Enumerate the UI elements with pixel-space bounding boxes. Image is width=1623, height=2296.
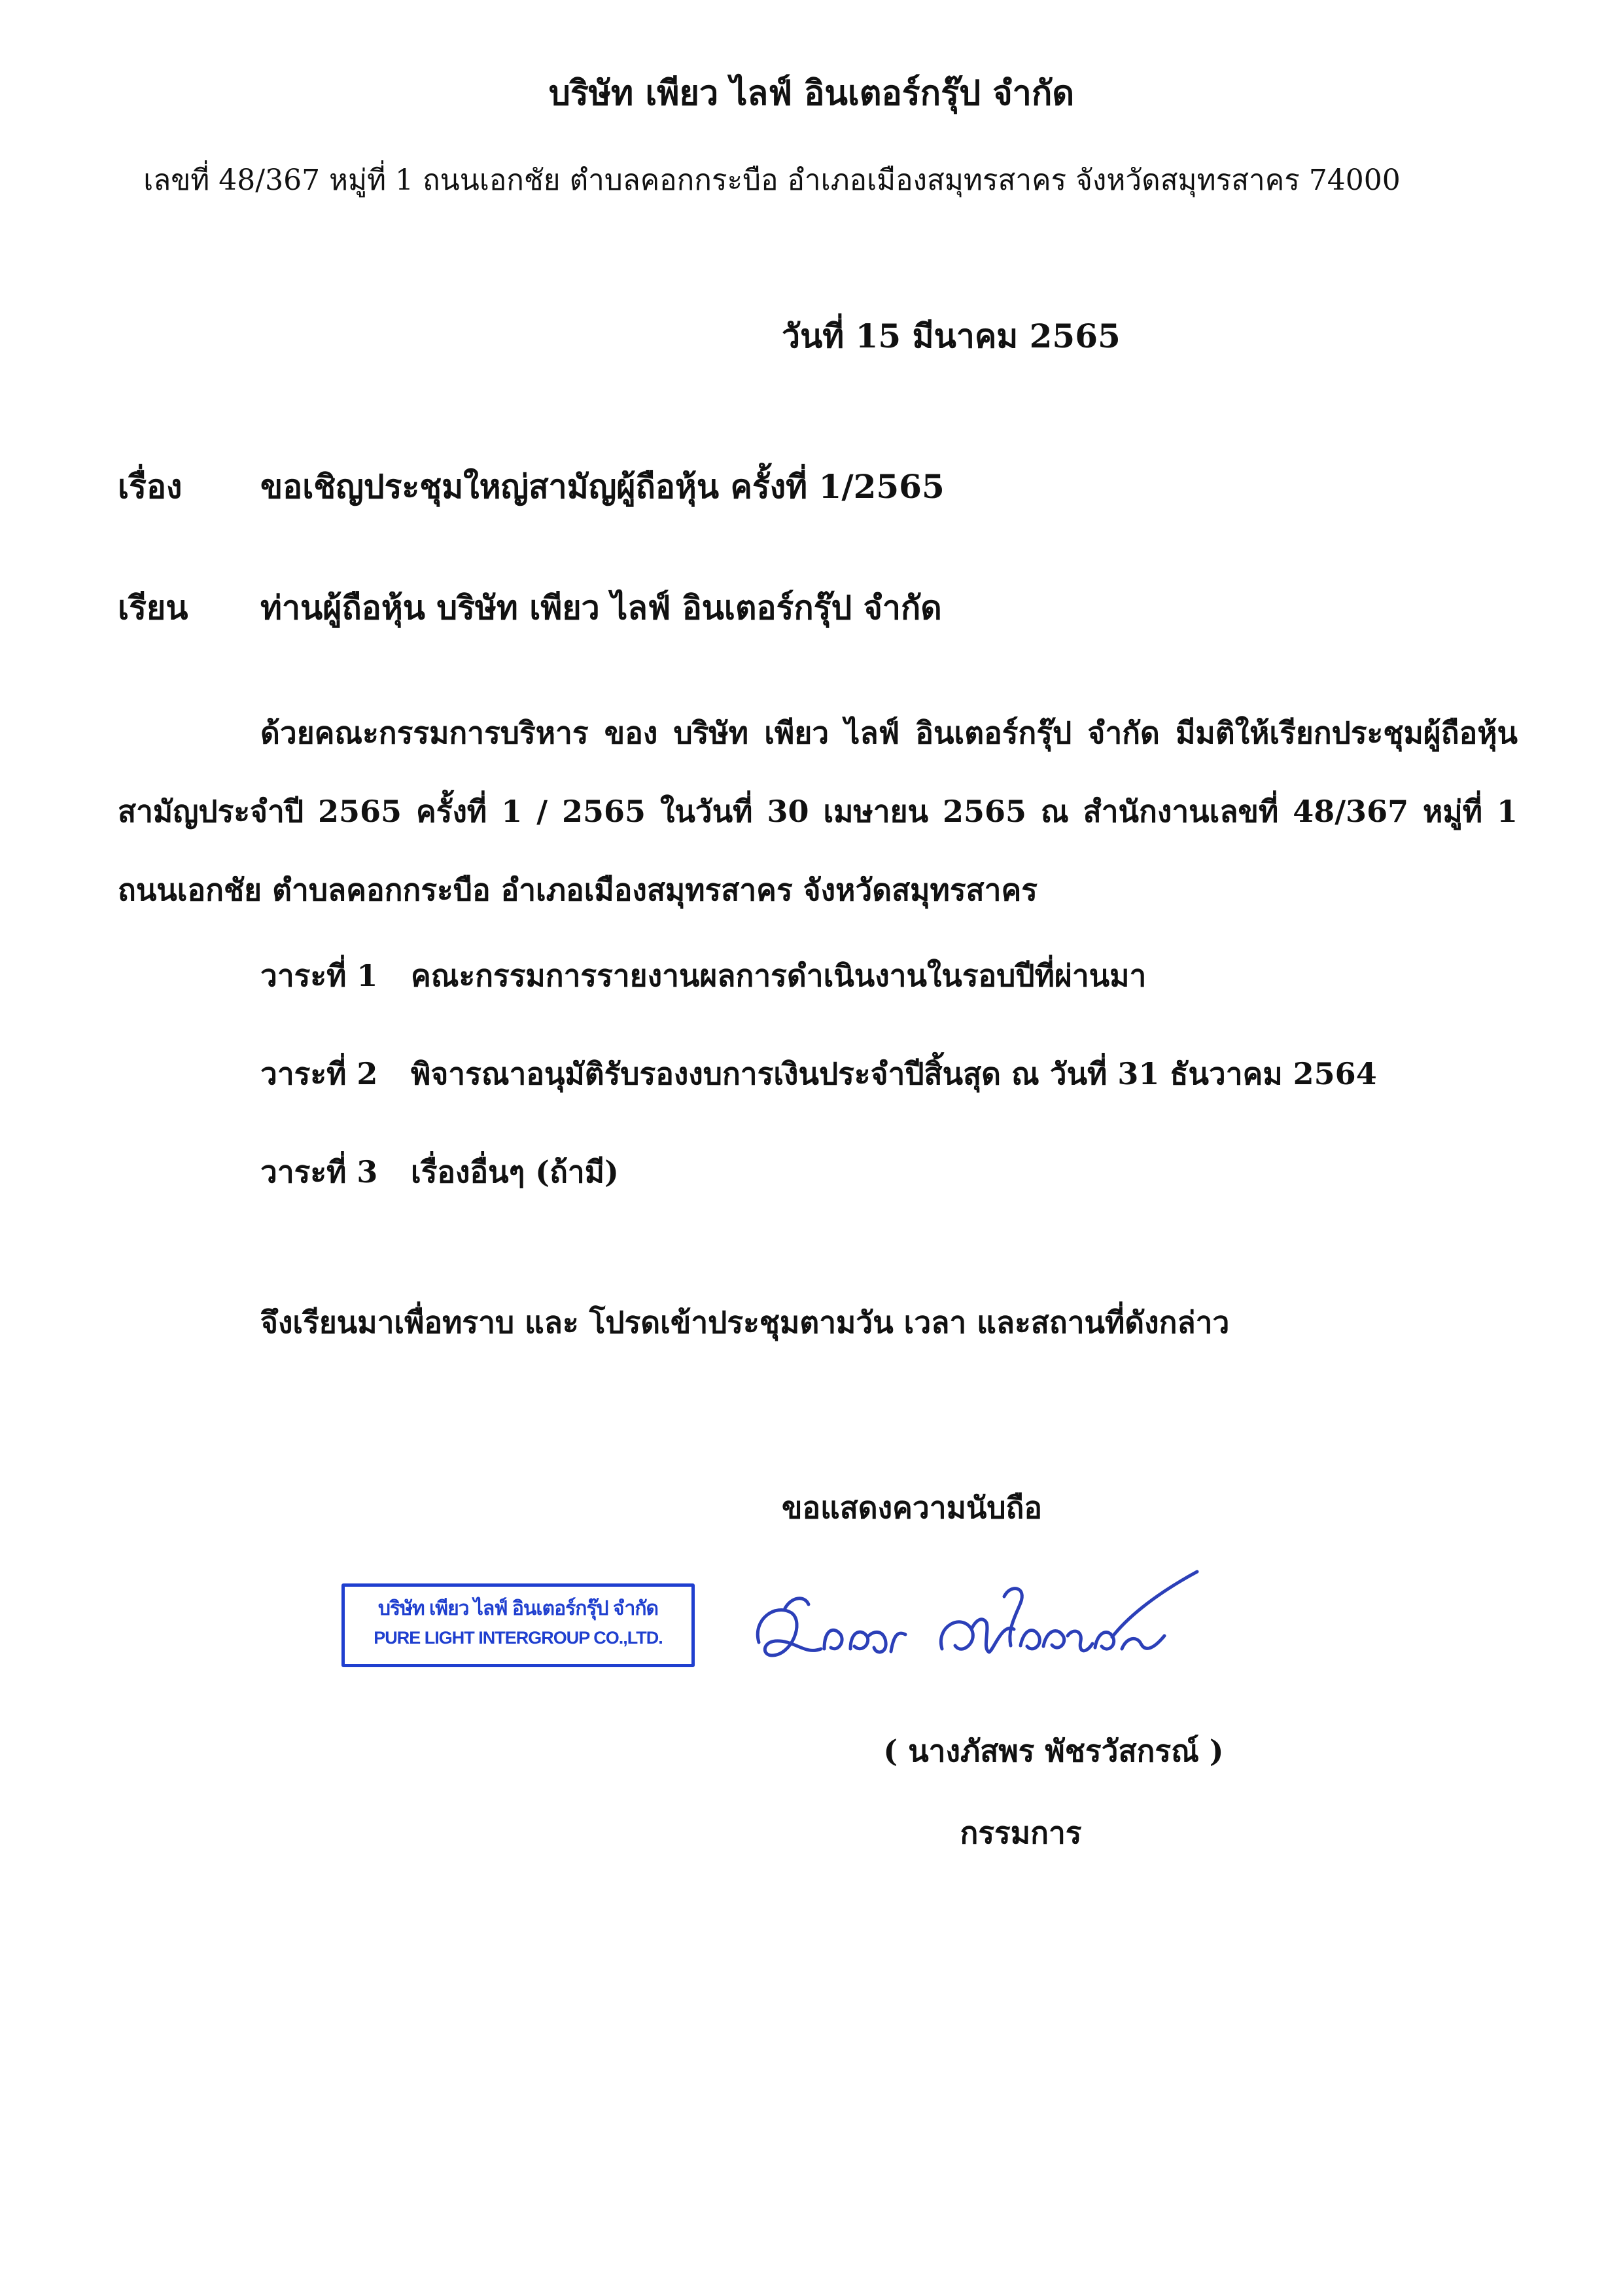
body-paragraph — [118, 694, 1518, 929]
agenda-text: คณะกรรมการรายงานผลการดำเนินงานในรอบปีที่ผ่านมา — [411, 958, 1147, 993]
agenda-item-2 — [260, 1050, 1377, 1098]
stamp-thai-text: บริษัท เพียว ไลฟ์ อินเตอร์กรุ๊ป จำกัด — [378, 1598, 658, 1619]
agenda-number: วาระที่ 3 — [260, 1154, 378, 1190]
recipient-value: ท่านผู้ถือหุ้น บริษัท เพียว ไลฟ์ อินเตอร์กรุ๊ป จำกัด — [260, 588, 942, 627]
recipient-label: เรียน — [118, 588, 188, 627]
letter-date: วันที่ 15 มีนาคม 2565 — [782, 317, 1121, 355]
agenda-number: วาระที่ 2 — [260, 1056, 378, 1091]
signer-name: ( นางภัสพร พัชรวัสกรณ์ ) — [883, 1733, 1224, 1769]
company-name: บริษัท เพียว ไลฟ์ อินเตอร์กรุ๊ป จำกัด — [548, 73, 1075, 113]
agenda-text: พิจารณาอนุมัติรับรองงบการเงินประจำปีสิ้นสุด ณ วันที่ 31 ธันวาคม 2564 — [411, 1056, 1377, 1091]
agenda-item-3 — [260, 1148, 619, 1196]
body-paragraph-text: ด้วยคณะกรรมการบริหาร ของ บริษัท เพียว ไลฟ์ อินเตอร์กรุ๊ป จำกัด มีมติให้เรียกประชุมผู้ถือหุ้นสามัญประจำปี 2565 ครั้งที่ 1 / 2565 ในวันที่ 30 เมษายน 2565 ณ สำนักงานเลขที่ 48/367 หมู่ที่ 1 ถนนเอกชัย ตำบลคอกกระบือ อำเภอเมืองสมุทรสาคร จังหวัดสมุทรสาคร — [118, 715, 1518, 908]
handwritten-signature — [746, 1557, 1204, 1688]
agenda-number: วาระที่ 1 — [260, 958, 378, 993]
stamp-english-text: PURE LIGHT INTERGROUP CO.,LTD. — [374, 1628, 663, 1648]
agenda-text: เรื่องอื่นๆ (ถ้ามี) — [411, 1154, 619, 1190]
subject-value: ขอเชิญประชุมใหญ่สามัญผู้ถือหุ้น ครั้งที่ 1/2565 — [260, 467, 945, 506]
complimentary-close: ขอแสดงความนับถือ — [782, 1490, 1043, 1525]
agenda-item-1 — [260, 952, 1146, 1000]
closing-line: จึงเรียนมาเพื่อทราบ และ โปรดเข้าประชุมตามวัน เวลา และสถานที่ดังกล่าว — [260, 1305, 1230, 1340]
company-address: เลขที่ 48/367 หมู่ที่ 1 ถนนเอกชัย ตำบลคอกกระบือ อำเภอเมืองสมุทรสาคร จังหวัดสมุทรสาคร 74000 — [143, 164, 1401, 197]
company-stamp — [341, 1583, 695, 1667]
signer-title: กรรมการ — [960, 1815, 1082, 1850]
subject-label: เรื่อง — [118, 467, 183, 506]
